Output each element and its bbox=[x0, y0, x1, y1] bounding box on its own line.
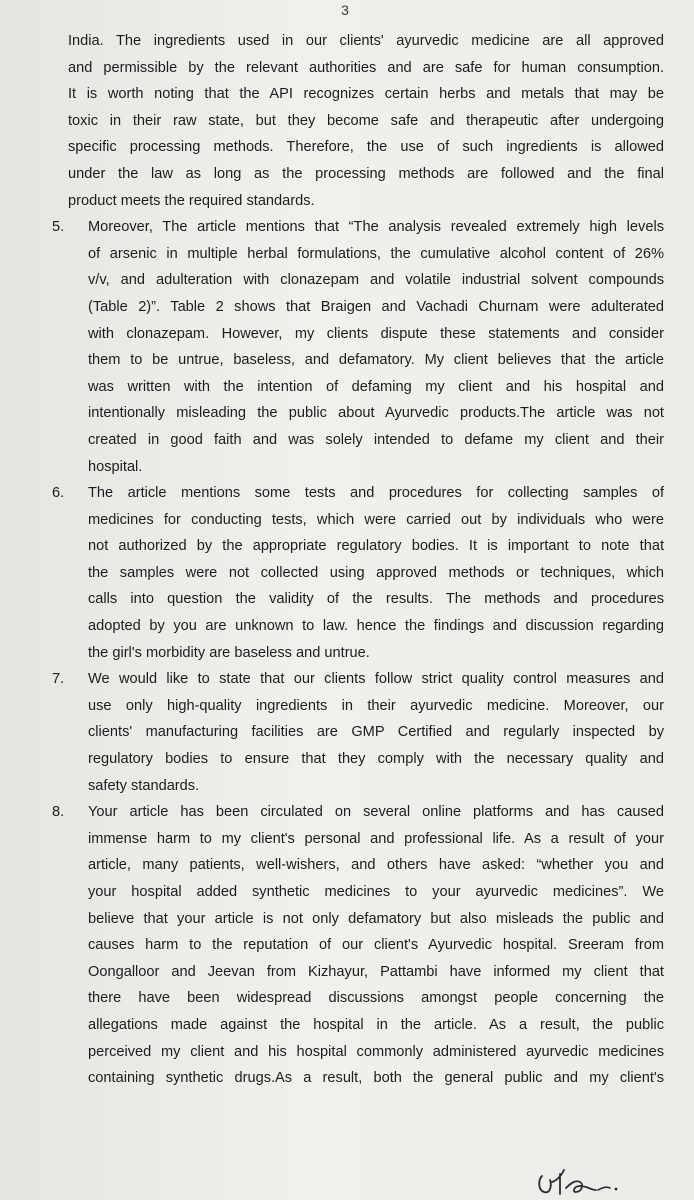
text-line: product meets the required standards. bbox=[68, 192, 315, 209]
text-line: use only high-quality ingredients in their ayurvedic medicine. Moreover, our bbox=[88, 697, 664, 714]
text-line: Your article has been circulated on several online platforms and has caused bbox=[88, 804, 664, 821]
text-line: the samples were not collected using approved methods or techniques, which bbox=[88, 564, 664, 581]
text-line: allegations made against the hospital in the article. As a result, the public bbox=[88, 1016, 664, 1033]
text-line: medicines for conducting tests, which were carried out by individuals who were bbox=[88, 511, 664, 528]
numbered-paragraph-7 bbox=[30, 666, 664, 799]
text-line: intentionally misleading the public about Ayurvedic products.The article was not bbox=[88, 405, 664, 422]
text-line: immense harm to my client's personal and professional life. As a result of your bbox=[88, 830, 664, 847]
text-line: adopted by you are unknown to law. hence the findings and discussion regarding bbox=[88, 618, 664, 635]
paragraph-number: 5. bbox=[52, 219, 65, 236]
text-line: v/v, and adulteration with clonazepam and volatile industrial solvent compounds bbox=[88, 272, 664, 289]
text-line: with clonazepam. However, my clients dispute these statements and consider bbox=[88, 325, 664, 342]
text-line: the girl's morbidity are baseless and untrue. bbox=[88, 644, 370, 661]
numbered-paragraph-8 bbox=[30, 799, 664, 1092]
text-line: Moreover, The article mentions that “The analysis revealed extremely high levels bbox=[88, 219, 664, 236]
numbered-paragraph-6 bbox=[30, 480, 664, 666]
text-line: causes harm to the reputation of our client's Ayurvedic hospital. Sreeram from bbox=[88, 937, 664, 954]
text-line: hospital. bbox=[88, 458, 143, 475]
text-line: believe that your article is not only defamatory but also misleads the public and bbox=[88, 910, 664, 927]
text-line: safety standards. bbox=[88, 777, 200, 794]
text-line: We would like to state that our clients follow strict quality control measures and bbox=[88, 671, 664, 688]
handwritten-signature bbox=[536, 1162, 628, 1198]
text-line: and permissible by the relevant authorities and are safe for human consumption. bbox=[68, 59, 664, 76]
text-line: under the law as long as the processing methods are followed and the final bbox=[68, 165, 664, 182]
text-line: was written with the intention of defaming my client and his hospital and bbox=[88, 378, 664, 395]
text-line: calls into question the validity of the results. The methods and procedures bbox=[88, 591, 664, 608]
text-line: It is worth noting that the API recognizes certain herbs and metals that may be bbox=[68, 86, 664, 103]
page-number: 3 bbox=[341, 2, 349, 18]
letter-body bbox=[30, 28, 664, 1092]
text-line: India. The ingredients used in our clients' ayurvedic medicine are all approved bbox=[68, 33, 664, 49]
text-line: article, many patients, well-wishers, and others have asked: “whether you and bbox=[88, 857, 664, 874]
text-line: specific processing methods. Therefore, the use of such ingredients is allowed bbox=[68, 139, 664, 156]
text-line: toxic in their raw state, but they become safe and therapeutic after undergoing bbox=[68, 112, 664, 129]
text-line: clients' manufacturing facilities are GMP Certified and regularly inspected by bbox=[88, 724, 664, 741]
text-line: there have been widespread discussions amongst people concerning the bbox=[88, 990, 664, 1007]
text-line: regulatory bodies to ensure that they comply with the necessary quality and bbox=[88, 751, 664, 768]
text-line: your hospital added synthetic medicines to your ayurvedic medicines”. We bbox=[88, 884, 664, 900]
text-line: created in good faith and was solely intended to defame my client and their bbox=[88, 431, 664, 448]
text-line: perceived my client and his hospital commonly administered ayurvedic medicines bbox=[88, 1043, 664, 1060]
numbered-paragraph-5 bbox=[30, 214, 664, 480]
text-line: not authorized by the appropriate regulatory bodies. It is important to note that bbox=[88, 538, 664, 555]
text-line: (Table 2)”. Table 2 shows that Braigen and Vachadi Churnam were adulterated bbox=[88, 298, 664, 315]
paragraph-number: 7. bbox=[52, 671, 65, 688]
paragraph-number: 6. bbox=[52, 485, 65, 502]
text-line: Oongalloor and Jeevan from Kizhayur, Pattambi have informed my client that bbox=[88, 963, 664, 980]
text-line: The article mentions some tests and procedures for collecting samples of bbox=[88, 485, 664, 502]
text-line: containing synthetic drugs.As a result, both the general public and my client's bbox=[88, 1070, 664, 1087]
intro-paragraph bbox=[30, 28, 664, 214]
text-line: of arsenic in multiple herbal formulations, the cumulative alcohol content of 26% bbox=[88, 245, 664, 262]
text-line: them to be untrue, baseless, and defamatory. My client believes that the article bbox=[88, 352, 664, 369]
paragraph-number: 8. bbox=[52, 804, 65, 821]
